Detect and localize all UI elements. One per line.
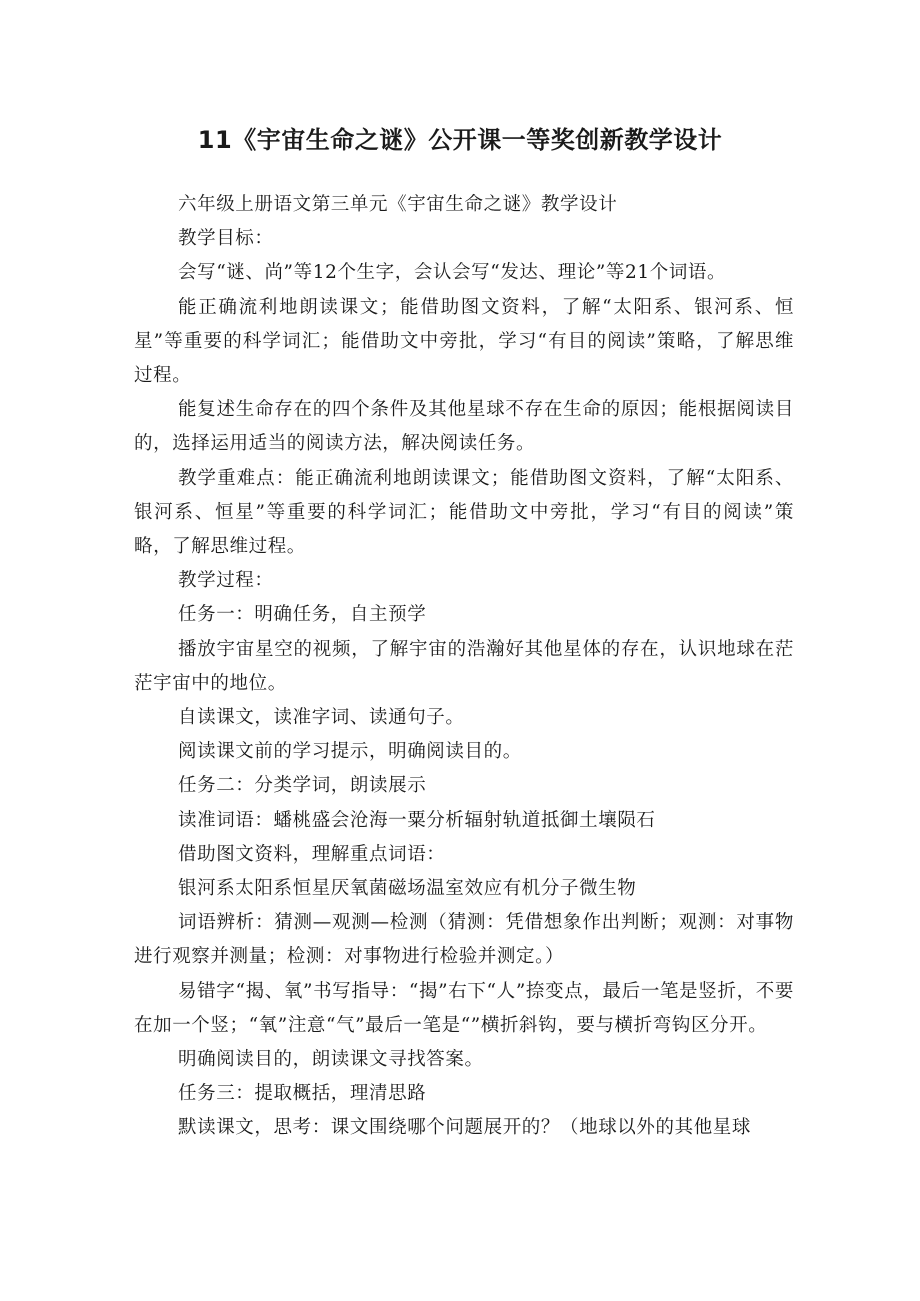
paragraph-task-2-discrimination: 词语辨析：猜测—观测—检测（猜测：凭借想象作出判断；观测：对事物进行观察并测量；检测：对事物进行检验并测定。） [134,912,794,968]
paragraph-objectives-heading: 教学目标： [178,228,274,250]
paragraph-task-2-words: 读准词语：蟠桃盛会沧海一粟分析辐射轨道抵御土壤陨石 [178,809,656,831]
document-title: 11《宇宙生命之谜》公开课一等奖创新教学设计 [197,126,723,154]
paragraph-task-1-prompt: 阅读课文前的学习提示，明确阅读目的。 [178,741,522,763]
paragraph-objective-1: 会写“谜、尚”等12个生字，会认会写“发达、理论”等21个词语。 [178,262,727,284]
document-body [134,188,794,1146]
paragraph-objective-3: 能复述生命存在的四个条件及其他星球不存在生命的原因；能根据阅读目的，选择运用适当的阅读方法，解决阅读任务。 [134,399,794,455]
paragraph-process-heading: 教学过程： [178,570,274,592]
paragraph-task-2-writing-guide: 易错字“揭、氧”书写指导：“揭”右下“人”捺变点，最后一笔是竖折，不要在加一个竖；“氧”注意“气”最后一笔是“”横折斜钩，要与横折弯钩区分开。 [134,980,794,1036]
paragraph-unit-heading: 六年级上册语文第三单元《宇宙生命之谜》教学设计 [178,194,618,215]
paragraph-task-2-key-words: 银河系太阳系恒星厌氧菌磁场温室效应有机分子微生物 [178,878,637,900]
paragraph-task-1-heading: 任务一：明确任务，自主预学 [178,604,427,626]
paragraph-key-points: 教学重难点：能正确流利地朗读课文；能借助图文资料，了解“太阳系、银河系、恒星”等重要的科学词汇；能借助文中旁批，学习“有目的阅读”策略，了解思维过程。 [134,467,794,558]
paragraph-task-1-video: 播放宇宙星空的视频，了解宇宙的浩瀚好其他星体的存在，认识地球在茫茫宇宙中的地位。 [134,638,794,694]
paragraph-task-2-heading: 任务二：分类学词，朗读展示 [178,775,427,797]
paragraph-task-3-silent-read: 默读课文，思考：课文围绕哪个问题展开的？（地球以外的其他星球 [178,1117,752,1139]
paragraph-task-2-read-aloud: 明确阅读目的，朗读课文寻找答案。 [178,1049,484,1071]
paragraph-task-1-self-read: 自读课文，读准字词、读通句子。 [178,707,465,729]
paragraph-task-3-heading: 任务三：提取概括，理清思路 [178,1083,427,1105]
paragraph-task-2-understand: 借助图文资料，理解重点词语： [178,843,446,865]
paragraph-objective-2: 能正确流利地朗读课文；能借助图文资料，了解“太阳系、银河系、恒星”等重要的科学词汇；能借助文中旁批，学习“有目的阅读”策略，了解思维过程。 [134,296,794,387]
